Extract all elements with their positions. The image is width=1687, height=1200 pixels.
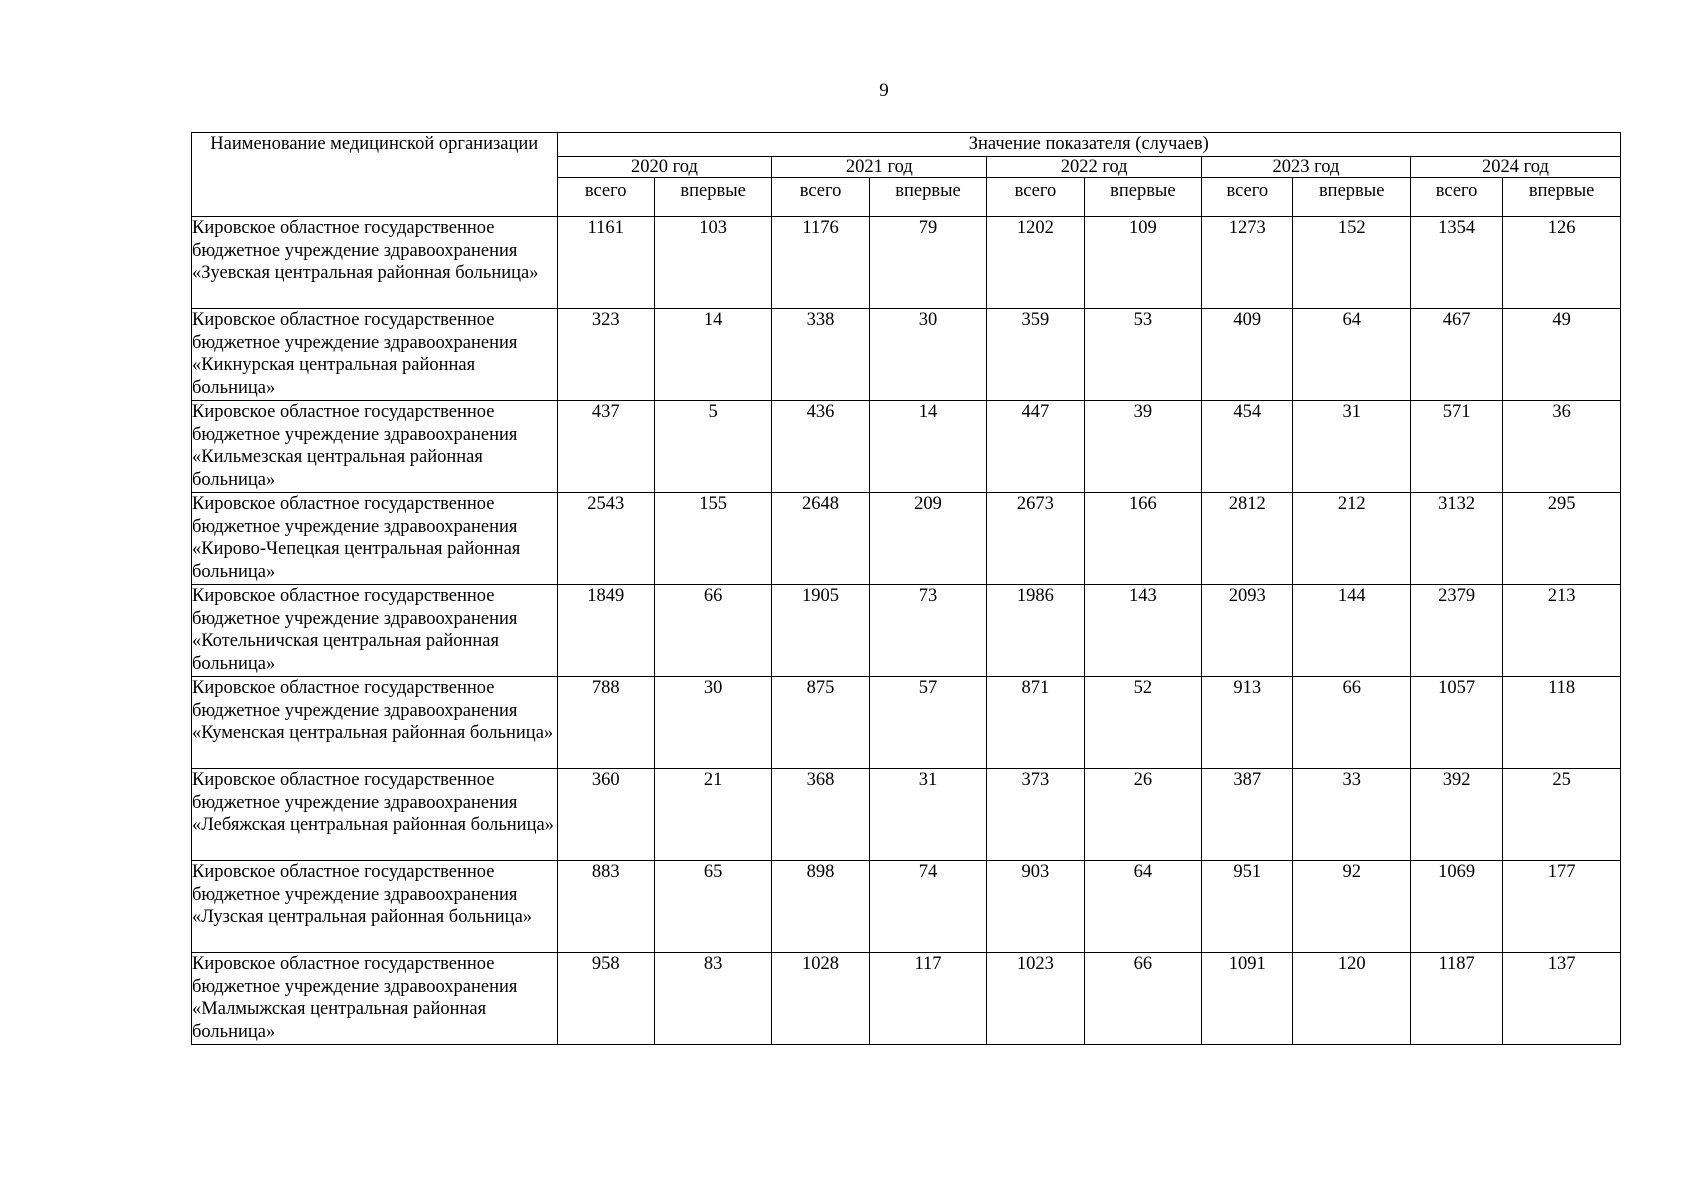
- org-name-cell: Кировское областное государственное бюджетное учреждение здравоохранения «Лебяжская центральная районная больница»: [192, 769, 558, 861]
- value-first-cell: 209: [869, 493, 986, 585]
- subheader-first: впервые: [1503, 178, 1621, 217]
- value-total-cell: 1273: [1202, 217, 1293, 309]
- value-first-cell: 144: [1293, 585, 1410, 677]
- value-total-cell: 437: [557, 401, 654, 493]
- value-first-cell: 31: [869, 769, 986, 861]
- value-first-cell: 295: [1503, 493, 1621, 585]
- value-total-cell: 1023: [987, 953, 1084, 1045]
- table-row: [192, 309, 1621, 401]
- value-total-cell: 951: [1202, 861, 1293, 953]
- value-total-cell: 454: [1202, 401, 1293, 493]
- value-total-cell: 898: [772, 861, 869, 953]
- value-total-cell: 958: [557, 953, 654, 1045]
- value-total-cell: 368: [772, 769, 869, 861]
- org-name-cell: Кировское областное государственное бюджетное учреждение здравоохранения «Малмыжская центральная районная больница»: [192, 953, 558, 1045]
- value-total-cell: 871: [987, 677, 1084, 769]
- value-first-cell: 117: [869, 953, 986, 1045]
- value-total-cell: 2812: [1202, 493, 1293, 585]
- value-first-cell: 53: [1084, 309, 1201, 401]
- value-first-cell: 74: [869, 861, 986, 953]
- value-total-cell: 467: [1410, 309, 1502, 401]
- table-row: [192, 585, 1621, 677]
- table-row: [192, 401, 1621, 493]
- value-total-cell: 447: [987, 401, 1084, 493]
- value-first-cell: 66: [1084, 953, 1201, 1045]
- table-row: [192, 493, 1621, 585]
- subheader-total: всего: [557, 178, 654, 217]
- value-first-cell: 177: [1503, 861, 1621, 953]
- value-first-cell: 57: [869, 677, 986, 769]
- value-total-cell: 1986: [987, 585, 1084, 677]
- org-name-cell: Кировское областное государственное бюджетное учреждение здравоохранения «Кикнурская центральная районная больница»: [192, 309, 558, 401]
- table-row: [192, 677, 1621, 769]
- value-total-cell: 3132: [1410, 493, 1502, 585]
- org-name-cell: Кировское областное государственное бюджетное учреждение здравоохранения «Лузская центральная районная больница»: [192, 861, 558, 953]
- value-total-cell: 1161: [557, 217, 654, 309]
- value-first-cell: 109: [1084, 217, 1201, 309]
- value-total-cell: 1202: [987, 217, 1084, 309]
- value-first-cell: 64: [1293, 309, 1410, 401]
- value-total-cell: 571: [1410, 401, 1502, 493]
- value-total-cell: 2379: [1410, 585, 1502, 677]
- subheader-first: впервые: [1293, 178, 1410, 217]
- value-first-cell: 166: [1084, 493, 1201, 585]
- data-table: [191, 132, 1621, 1045]
- table-header: [192, 133, 1621, 217]
- year-header-cell: 2020 год: [557, 157, 772, 178]
- value-total-cell: 1849: [557, 585, 654, 677]
- value-total-cell: 2673: [987, 493, 1084, 585]
- value-first-cell: 137: [1503, 953, 1621, 1045]
- subheader-total: всего: [1410, 178, 1502, 217]
- year-header-cell: 2023 год: [1202, 157, 1411, 178]
- value-total-cell: 883: [557, 861, 654, 953]
- indicator-header-cell: Значение показателя (случаев): [557, 133, 1621, 157]
- subheader-total: всего: [987, 178, 1084, 217]
- value-first-cell: 79: [869, 217, 986, 309]
- value-total-cell: 1091: [1202, 953, 1293, 1045]
- value-total-cell: 875: [772, 677, 869, 769]
- value-first-cell: 30: [654, 677, 771, 769]
- org-name-cell: Кировское областное государственное бюджетное учреждение здравоохранения «Котельничская центральная районная больница»: [192, 585, 558, 677]
- org-name-cell: Кировское областное государственное бюджетное учреждение здравоохранения «Зуевская центральная районная больница»: [192, 217, 558, 309]
- value-first-cell: 30: [869, 309, 986, 401]
- value-total-cell: 903: [987, 861, 1084, 953]
- value-total-cell: 360: [557, 769, 654, 861]
- value-total-cell: 1069: [1410, 861, 1502, 953]
- org-name-cell: Кировское областное государственное бюджетное учреждение здравоохранения «Куменская центральная районная больница»: [192, 677, 558, 769]
- value-first-cell: 5: [654, 401, 771, 493]
- value-first-cell: 120: [1293, 953, 1410, 1045]
- value-total-cell: 392: [1410, 769, 1502, 861]
- subheader-total: всего: [772, 178, 869, 217]
- value-first-cell: 213: [1503, 585, 1621, 677]
- value-total-cell: 338: [772, 309, 869, 401]
- value-total-cell: 323: [557, 309, 654, 401]
- value-total-cell: 1028: [772, 953, 869, 1045]
- value-first-cell: 103: [654, 217, 771, 309]
- table-row: [192, 953, 1621, 1045]
- year-header-cell: 2024 год: [1410, 157, 1620, 178]
- value-first-cell: 21: [654, 769, 771, 861]
- value-first-cell: 31: [1293, 401, 1410, 493]
- value-first-cell: 92: [1293, 861, 1410, 953]
- page-number: 9: [879, 80, 889, 101]
- org-header-cell: Наименование медицинской организации: [192, 133, 558, 217]
- value-first-cell: 52: [1084, 677, 1201, 769]
- value-first-cell: 126: [1503, 217, 1621, 309]
- value-first-cell: 33: [1293, 769, 1410, 861]
- value-total-cell: 1057: [1410, 677, 1502, 769]
- value-first-cell: 83: [654, 953, 771, 1045]
- value-first-cell: 143: [1084, 585, 1201, 677]
- value-total-cell: 1905: [772, 585, 869, 677]
- value-total-cell: 913: [1202, 677, 1293, 769]
- table-row: [192, 769, 1621, 861]
- value-total-cell: 2648: [772, 493, 869, 585]
- year-header-cell: 2021 год: [772, 157, 987, 178]
- value-first-cell: 73: [869, 585, 986, 677]
- value-total-cell: 1176: [772, 217, 869, 309]
- value-first-cell: 26: [1084, 769, 1201, 861]
- org-name-cell: Кировское областное государственное бюджетное учреждение здравоохранения «Кильмезская центральная районная больница»: [192, 401, 558, 493]
- value-first-cell: 64: [1084, 861, 1201, 953]
- value-first-cell: 66: [1293, 677, 1410, 769]
- value-total-cell: 436: [772, 401, 869, 493]
- value-first-cell: 65: [654, 861, 771, 953]
- value-first-cell: 14: [654, 309, 771, 401]
- value-first-cell: 49: [1503, 309, 1621, 401]
- subheader-first: впервые: [654, 178, 771, 217]
- year-header-cell: 2022 год: [987, 157, 1202, 178]
- value-first-cell: 25: [1503, 769, 1621, 861]
- value-first-cell: 155: [654, 493, 771, 585]
- value-first-cell: 36: [1503, 401, 1621, 493]
- value-total-cell: 359: [987, 309, 1084, 401]
- value-first-cell: 118: [1503, 677, 1621, 769]
- value-first-cell: 66: [654, 585, 771, 677]
- value-first-cell: 152: [1293, 217, 1410, 309]
- value-total-cell: 1187: [1410, 953, 1502, 1045]
- subheader-total: всего: [1202, 178, 1293, 217]
- value-total-cell: 2543: [557, 493, 654, 585]
- table-row: [192, 861, 1621, 953]
- value-total-cell: 373: [987, 769, 1084, 861]
- value-first-cell: 14: [869, 401, 986, 493]
- value-total-cell: 788: [557, 677, 654, 769]
- org-name-cell: Кировское областное государственное бюджетное учреждение здравоохранения «Кирово-Чепецкая центральная районная больница»: [192, 493, 558, 585]
- value-first-cell: 39: [1084, 401, 1201, 493]
- table-body: [192, 217, 1621, 1045]
- value-first-cell: 212: [1293, 493, 1410, 585]
- value-total-cell: 2093: [1202, 585, 1293, 677]
- value-total-cell: 387: [1202, 769, 1293, 861]
- table-row: [192, 217, 1621, 309]
- subheader-first: впервые: [869, 178, 986, 217]
- subheader-first: впервые: [1084, 178, 1201, 217]
- value-total-cell: 1354: [1410, 217, 1502, 309]
- value-total-cell: 409: [1202, 309, 1293, 401]
